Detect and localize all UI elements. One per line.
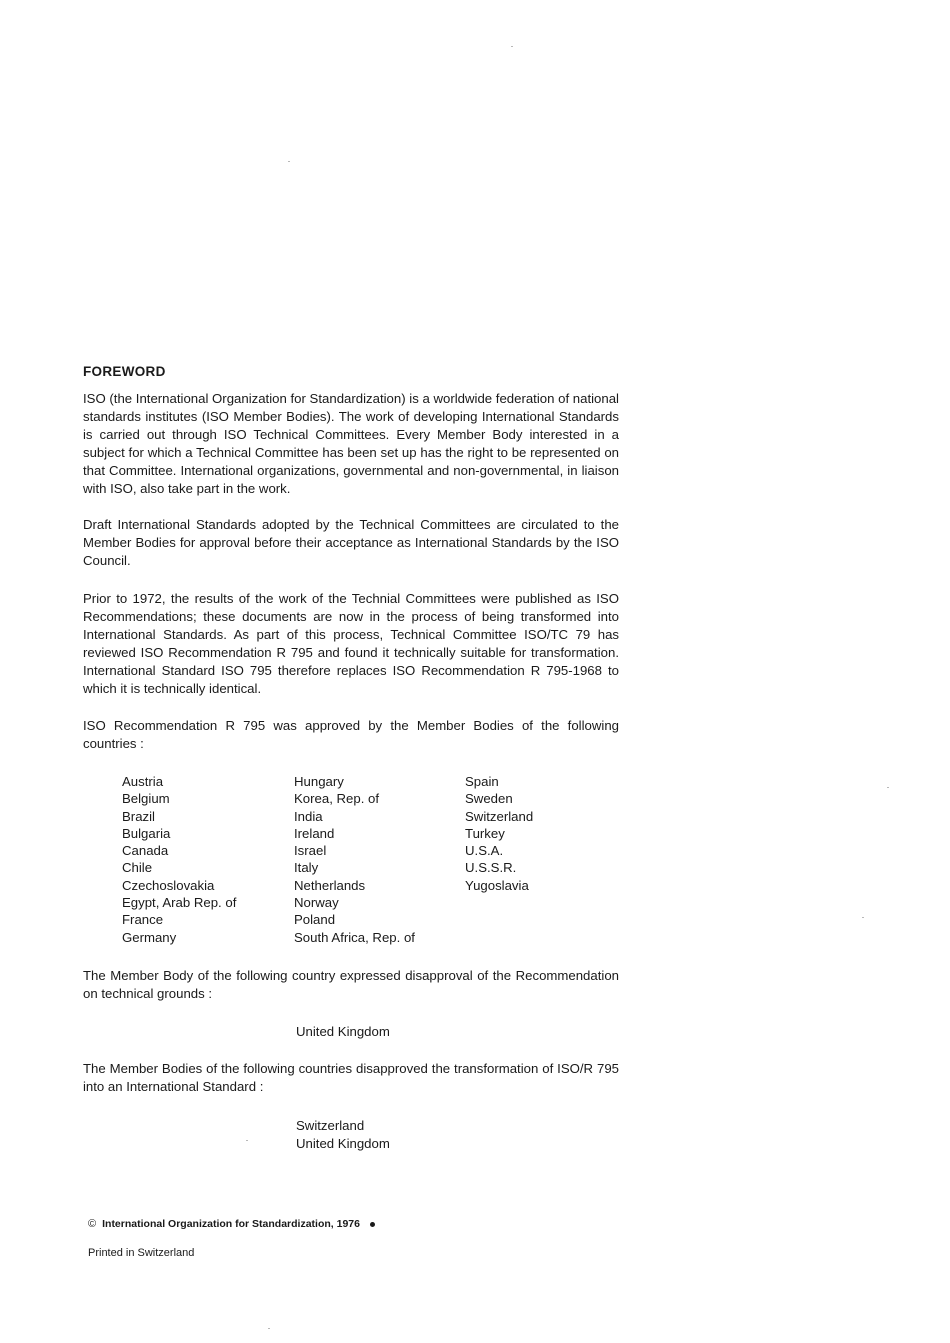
list-item: Turkey	[465, 825, 505, 841]
list-item: South Africa, Rep. of	[294, 929, 415, 945]
paragraph-iso-intro: ISO (the International Organization for Standardization) is a worldwide federation of national standards institutes (ISO Member Bodies). The work of developing International Standards is carried out through ISO Technical Committees. Every Member Body interested in a subject for which a Technical Committee has been set up has the right to be represented on that Committee. International organizations, governmental and non-governmental, in liaison with ISO, also take part in the work.	[83, 391, 619, 496]
paragraph-transformation-disapproval: The Member Bodies of the following countries disapproved the transformation of ISO/R 795 into an International Standard :	[83, 1061, 619, 1094]
copyright-text: International Organization for Standardization, 1976	[102, 1218, 360, 1230]
paragraph-draft-standards: Draft International Standards adopted by the Technical Committees are circulated to the Member Bodies for approval before their acceptance as International Standards by the ISO Council.	[83, 517, 619, 568]
list-item: Israel	[294, 843, 327, 859]
list-item: Czechoslovakia	[122, 877, 215, 893]
list-item: Sweden	[465, 791, 513, 807]
printed-location: Printed in Switzerland	[88, 1247, 195, 1259]
list-item: U.S.S.R.	[465, 860, 517, 876]
copyright-icon: ©	[88, 1218, 97, 1230]
list-item: Netherlands	[294, 877, 366, 893]
list-item: Switzerland	[465, 808, 534, 824]
list-item: Italy	[294, 860, 319, 876]
scan-speck	[887, 787, 889, 788]
list-item: Austria	[122, 774, 164, 789]
list-item: Bulgaria	[122, 825, 171, 841]
list-item: Yugoslavia	[465, 877, 529, 893]
list-item: Switzerland	[296, 1118, 365, 1133]
list-item: United Kingdom	[296, 1024, 390, 1039]
scan-speck	[246, 1140, 248, 1141]
list-item: Germany	[122, 929, 177, 945]
list-item: Korea, Rep. of	[294, 791, 380, 807]
paragraph-prior-1972: Prior to 1972, the results of the work of the Technial Committees were published as ISO Recommendations; these documents are now in the process of being transformed into International Standards. As part of this process, Technical Committee ISO/TC 79 has reviewed ISO Recommendation R 795 and found it technically suitable for transformation. International Standard ISO 795 therefore replaces ISO Recommendation R 795-1968 to which it is technically identical.	[83, 591, 619, 696]
copyright-notice	[88, 1218, 375, 1230]
list-item: France	[122, 912, 164, 928]
paragraph-approval-intro: ISO Recommendation R 795 was approved by the Member Bodies of the following countries :	[83, 718, 619, 751]
scan-speck	[268, 1328, 270, 1329]
bullet-icon	[370, 1222, 375, 1227]
list-item: India	[294, 808, 323, 824]
list-item: Egypt, Arab Rep. of	[122, 895, 237, 911]
country-list-column-3	[465, 773, 533, 894]
page-title: FOREWORD	[83, 364, 166, 379]
list-item: Canada	[122, 843, 169, 859]
list-item: Poland	[294, 912, 336, 928]
list-item: Hungary	[294, 774, 344, 789]
list-item: Norway	[294, 895, 339, 911]
list-item: Belgium	[122, 791, 170, 807]
scan-speck	[288, 161, 290, 162]
list-item: Spain	[465, 774, 499, 789]
list-item: U.S.A.	[465, 843, 504, 859]
scan-speck	[511, 46, 513, 47]
list-item: Brazil	[122, 808, 155, 824]
list-item: Chile	[122, 860, 153, 876]
technical-disapproval-list	[296, 1023, 390, 1041]
country-list-column-1	[122, 773, 236, 946]
list-item: United Kingdom	[296, 1136, 390, 1151]
list-item: Ireland	[294, 825, 335, 841]
transformation-disapproval-list	[296, 1117, 390, 1153]
country-list-column-2	[294, 773, 415, 946]
scan-speck	[862, 917, 864, 918]
paragraph-technical-disapproval: The Member Body of the following country expressed disapproval of the Recommendation on technical grounds :	[83, 968, 619, 1001]
